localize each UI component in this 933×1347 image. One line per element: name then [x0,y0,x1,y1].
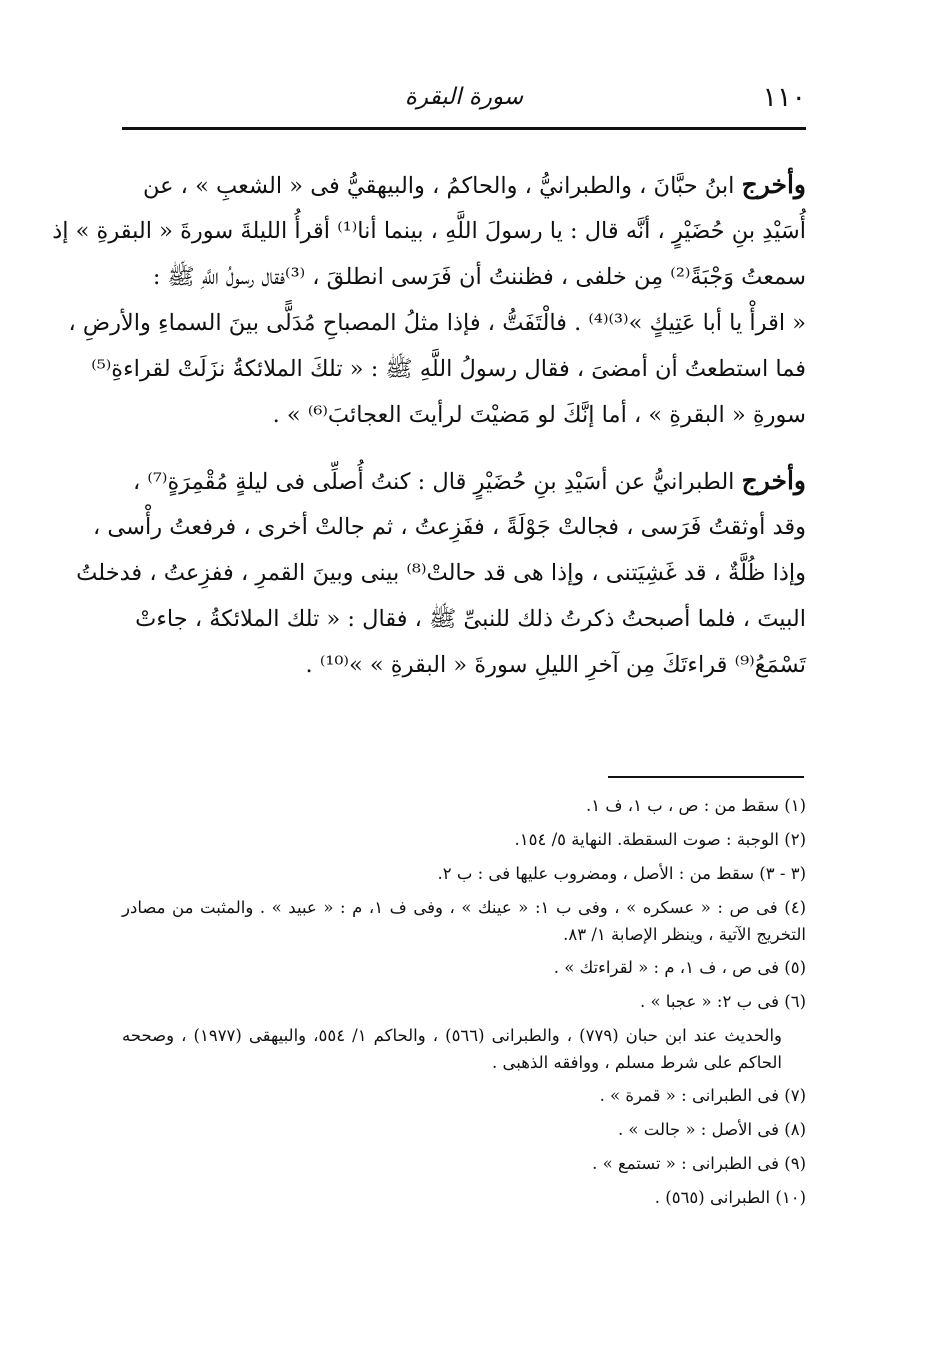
paragraph-lead: وأخرج [741,466,806,495]
paragraph-1 [52,162,806,438]
paragraph-2 [76,458,806,688]
text-line: وقد أوثقتُ فَرَسى ، فجالتْ جَوْلَةً ، ففَزِعتُ ، ثم جالتْ أخرى ، فرفعتُ رأْسى ، [93,514,806,540]
text-line: وإذا ظُلَّةٌ ، قد غَشِيَتنى ، وإذا هى قد حالتْ⁽⁸⁾ بينى وبينَ القمرِ ، ففزِعتُ ، فدخلتُ [76,560,806,586]
footnote-9: (٩) فى الطبرانى : « تستمع » . [592,1154,806,1173]
footnote-8: (٨) فى الأصل : « جالت » . [617,1120,806,1139]
text-line: سمعتُ وَجْبَةً⁽²⁾ مِن خلفى ، فظننتُ أن فَرَسى انطلقَ ، ⁽³⁾فقال رسولُ اللَّهِ ﷺ : [152,264,806,290]
main-text [52,162,806,688]
header-rule [122,127,806,130]
text-line: البيتَ ، فلما أصبحتُ ذكرتُ ذلك للنبىِّ ﷺ ، فقال : « تلك الملائكةُ ، جاءتْ [135,606,806,632]
text-line: فما استطعتُ أن أمضىَ ، فقال رسولُ اللَّهِ ﷺ : « تلكَ الملائكةُ نزَلَتْ لقراءةِ⁽⁵⁾ [91,356,806,382]
running-head: سورة البقرة [404,84,524,110]
footnotes [122,792,806,1218]
text-line: وأخرج الطبرانيُّ عن أسَيْدِ بنِ حُضَيْرٍ قال : كنتُ أُصلِّى فى ليلةٍ مُقْمِرَةٍ⁽⁷⁾ ، [132,466,806,495]
text-line: أُسَيْدِ بنِ حُضَيْرٍ ، أنَّه قال : يا رسولَ اللَّهِ ، بينما أنا⁽¹⁾ أقرأُ الليلةَ سورةَ « البقرةِ » إذ [52,218,806,244]
text-line: تَسْمَعُ⁽⁹⁾ قراءتَكَ مِن آخرِ الليلِ سورةَ « البقرةِ » »⁽¹⁰⁾ . [305,652,806,678]
footnote-4: (٤) فى ص : « عسكره » ، وفى ب ١: « عينك » ، وفى ف ١، م : « عبيد » . والمثبت من مصادر التخريج الآتية ، وينظر الإصابة ١/ ٨٣. [122,898,806,944]
footnote-6: (٦) فى ب ٢: « عجبا » . [639,992,806,1011]
footnote-5: (٥) فى ص ، ف ١، م : « لقراءتك » . [553,958,806,977]
footnote-2: (٢) الوجبة : صوت السقطة. النهاية ٥/ ١٥٤. [514,830,806,849]
text-line: « اقرأْ يا أبا عَتِيكٍ »⁽³⁾⁽⁴⁾ . فالْتَفَتُّ ، فإذا مثلُ المصباحِ مُدَلًّى بينَ السماءِ والأرضِ ، [68,310,806,336]
paragraph-lead: وأخرج [741,170,806,199]
page-header [122,82,806,122]
text-line: سورةِ « البقرةِ » ، أما إنَّكَ لو مَضيْتَ لرأيتَ العجائبَ⁽⁶⁾ » . [272,402,806,428]
hadith-note: والحديث عند ابن حبان (٧٧٩) ، والطبرانى (٥٦٦) ، والحاكم ١/ ٥٥٤، والبيهقى (١٩٧٧) ، وصححه الحاكم على شرط مسلم ، ووافقه الذهبى . [122,1026,783,1072]
footnote-separator [608,776,804,778]
footnote-3: (٣ - ٣) سقط من : الأصل ، ومضروب عليها فى : ب ٢. [437,864,806,883]
footnote-1: (١) سقط من : ص ، ب ١، ف ١. [586,796,806,815]
text-line: وأخرج ابنُ حبَّانَ ، والطبرانيُّ ، والحاكمُ ، والبيهقيُّ فى « الشعبِ » ، عن [142,170,806,199]
page-number: ١١٠ [762,82,806,113]
footnote-10: (١٠) الطبرانى (٥٦٥) . [654,1188,806,1207]
paragraph-gap [122,438,806,458]
footnote-7: (٧) فى الطبرانى : « قمرة » . [599,1086,806,1105]
